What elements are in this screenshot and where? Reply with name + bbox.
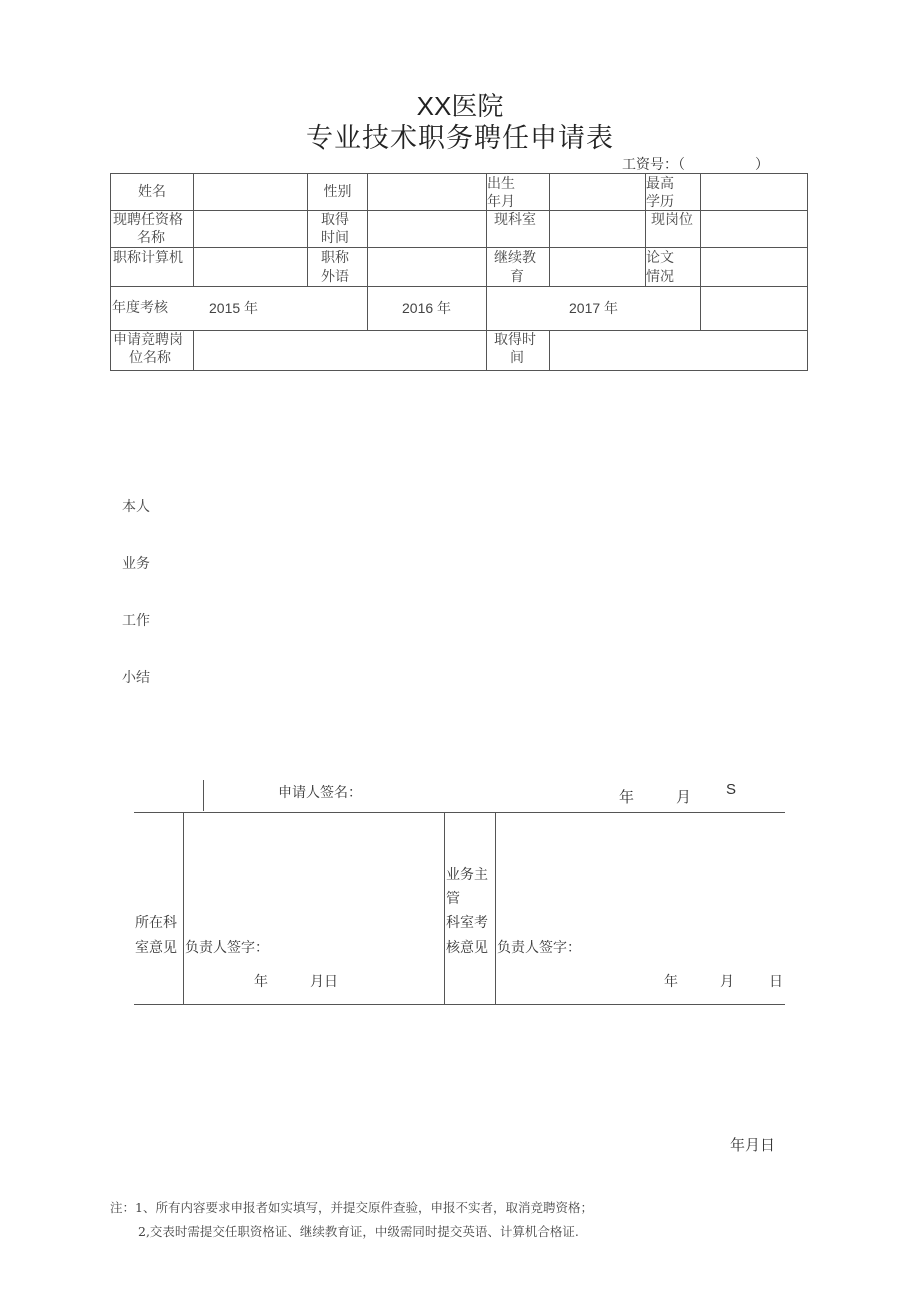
department-label: 现科室 (494, 212, 536, 228)
birth-label-1: 出生 (487, 176, 515, 192)
acquire-time-label-1: 取得时 (494, 332, 536, 348)
form-title: 专业技术职务聘任申请表 (306, 123, 614, 154)
note-2: 2,交表时需提交任职资格证、继续教育证，中级需同时提交英语、计算机合格证. (138, 1224, 579, 1239)
continuing-edu-label-2: 育 (510, 269, 524, 285)
education-label-2: 学历 (646, 194, 674, 210)
qualification-label-1: 现聘任资格 (113, 212, 183, 228)
dept-opinion-label-1: 所在科 (135, 915, 177, 931)
business-dept-label-2: 管 (446, 891, 460, 907)
note-1: 注：1、所有内容要求申报者如实填写，并提交原件查验，申报不实者，取消竞聘资格； (110, 1200, 593, 1215)
signature-year: 年 (619, 789, 635, 806)
business-head-signature-label: 负责人签字： (497, 940, 581, 956)
obtain-time-label-2: 时间 (321, 230, 349, 246)
language-label-2: 外语 (321, 269, 349, 285)
dept-sign-year: 年 (254, 974, 268, 990)
continuing-edu-label-1: 继续教 (494, 250, 536, 266)
annual-review-label: 年度考核 (112, 300, 168, 316)
apply-position-label-2: 位名称 (129, 350, 171, 366)
business-sign-day: 日 (769, 974, 783, 990)
bottom-date: 年月日 (730, 1137, 776, 1154)
hospital-title: XX医院 (416, 91, 504, 122)
business-dept-label-4: 核意见 (446, 940, 488, 956)
obtain-time-label-1: 取得 (321, 212, 349, 228)
education-label-1: 最高 (646, 176, 674, 192)
applicant-signature-label: 申请人签名： (278, 785, 362, 801)
paper-label-1: 论文 (646, 250, 674, 266)
signature-day: S (726, 781, 737, 798)
business-dept-label-1: 业务主 (446, 867, 488, 883)
acquire-time-label-2: 间 (510, 350, 524, 366)
business-dept-label-3: 科室考 (446, 915, 488, 931)
gender-label: 性别 (323, 184, 352, 200)
year-2016-label: 2016 年 (402, 300, 452, 316)
qualification-label-2: 名称 (137, 230, 165, 246)
year-2015-label: 2015 年 (209, 300, 259, 316)
year-2017-label: 2017 年 (569, 300, 619, 316)
staff-id-label: 工资号：（ ） (622, 157, 769, 173)
business-sign-month: 月 (720, 974, 734, 990)
business-sign-year: 年 (664, 974, 678, 990)
name-label: 姓名 (138, 184, 166, 200)
paper-label-2: 情况 (646, 269, 674, 285)
dept-head-signature-label: 负责人签字： (185, 940, 269, 956)
dept-sign-monthday: 月日 (310, 974, 338, 990)
dept-opinion-label-2: 室意见 (135, 940, 177, 956)
language-label-1: 职称 (321, 250, 349, 266)
signature-month: 月 (676, 789, 692, 806)
birth-label-2: 年月 (487, 194, 515, 210)
computer-label: 职称计算机 (113, 250, 183, 266)
post-label: 现岗位 (651, 212, 693, 228)
apply-position-label-1: 申请竞聘岗 (113, 332, 183, 348)
